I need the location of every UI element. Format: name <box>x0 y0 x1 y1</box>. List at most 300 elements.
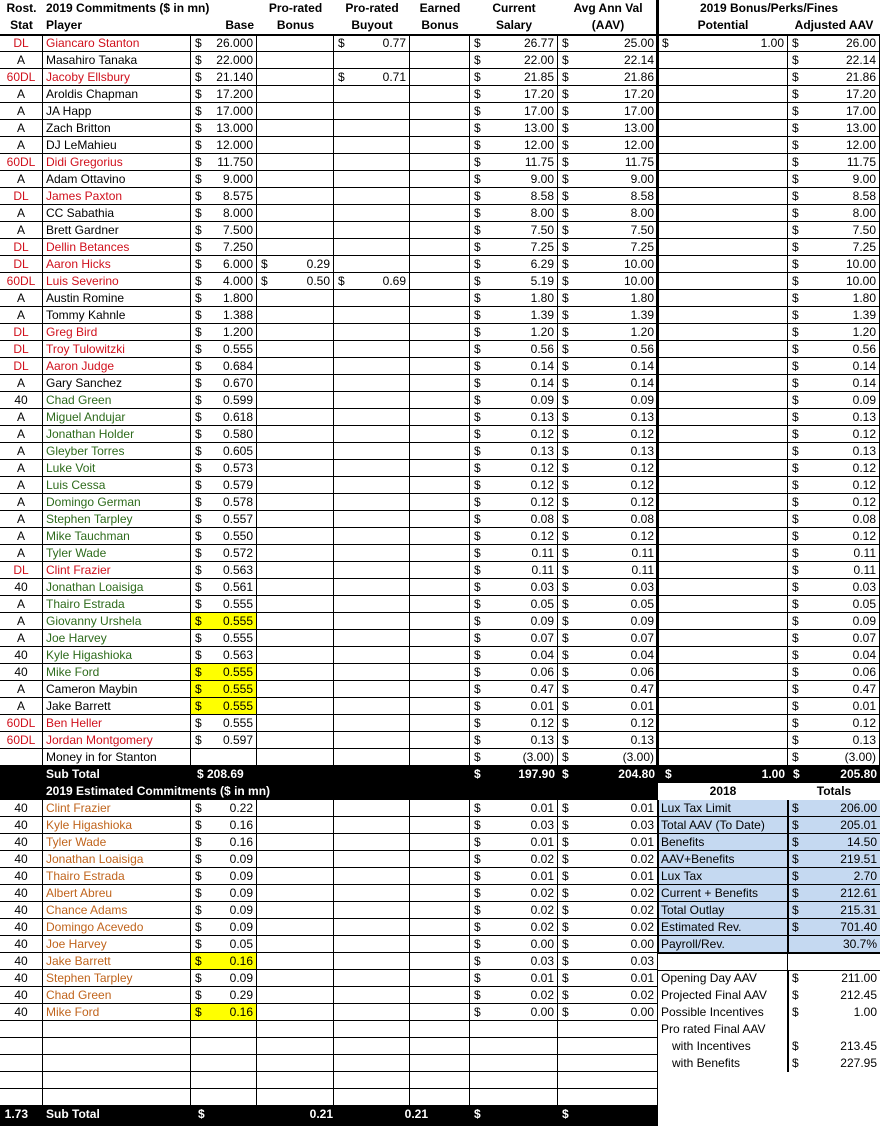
dollar-sign: $ <box>562 886 569 900</box>
dollar-sign: $ <box>792 427 799 441</box>
earned-bonus <box>410 834 470 851</box>
earned-bonus <box>410 545 470 562</box>
dollar-sign: $ <box>792 478 799 492</box>
aav-value <box>558 358 658 375</box>
amount: 1.39 <box>630 308 654 322</box>
dollar-sign: $ <box>195 937 202 951</box>
current-salary <box>470 375 558 392</box>
amount: 12.00 <box>523 138 554 152</box>
summary-value <box>788 834 880 851</box>
dollar-sign: $ <box>562 257 569 271</box>
amount: 0.563 <box>222 648 253 662</box>
current-salary <box>470 562 558 579</box>
dollar-sign: $ <box>562 325 569 339</box>
subtotal-current: 0.21 <box>309 1107 333 1121</box>
aav-value <box>558 817 658 834</box>
dollar-sign: $ <box>792 87 799 101</box>
bonus-potential <box>658 392 788 409</box>
earned-bonus <box>410 579 470 596</box>
prorated-bonus <box>257 222 334 239</box>
dollar-sign: $ <box>665 767 672 781</box>
amount: 0.557 <box>222 512 253 526</box>
prorated-bonus <box>257 69 334 86</box>
amount: 17.20 <box>845 87 876 101</box>
adjusted-aav <box>788 494 880 511</box>
aav-value <box>558 35 658 52</box>
summary-label-text: Payroll/Rev. <box>661 937 725 951</box>
prorated-buyout <box>334 1055 410 1072</box>
dollar-sign: $ <box>474 223 481 237</box>
player-name: Gleyber Torres <box>43 443 191 460</box>
bonus-potential <box>658 596 788 613</box>
dollar-sign: $ <box>562 376 569 390</box>
prorated-bonus <box>257 443 334 460</box>
dollar-sign: $ <box>792 580 799 594</box>
prorated-bonus <box>257 120 334 137</box>
aav-value <box>558 613 658 630</box>
player-name: Zach Britton <box>43 120 191 137</box>
dollar-sign: $ <box>474 852 481 866</box>
bonus-potential <box>658 715 788 732</box>
amount: 0.11 <box>853 563 876 577</box>
dollar-sign: $ <box>662 36 669 50</box>
dollar-sign: $ <box>562 427 569 441</box>
amount: 0.12 <box>852 461 876 475</box>
amount: 1.200 <box>222 325 253 339</box>
current-salary <box>470 732 558 749</box>
amount: 0.01 <box>630 801 654 815</box>
prorated-bonus <box>257 205 334 222</box>
prorated-bonus <box>257 1004 334 1021</box>
base-salary <box>191 1072 257 1089</box>
player-name <box>43 1038 191 1055</box>
roster-status <box>0 1072 43 1089</box>
amount: 1.800 <box>222 291 253 305</box>
current-salary <box>470 681 558 698</box>
dollar-sign: $ <box>338 36 345 50</box>
amount: 0.07 <box>530 631 554 645</box>
summary-label <box>658 970 788 987</box>
summary-value <box>788 817 880 834</box>
dollar-sign: $ <box>562 750 569 764</box>
roster-status: DL <box>0 188 43 205</box>
amount: 11.75 <box>624 155 654 169</box>
amount: 0.12 <box>852 495 876 509</box>
prorated-bonus <box>257 613 334 630</box>
bonus-potential <box>658 86 788 103</box>
prorated-buyout <box>334 256 410 273</box>
amount: 0.555 <box>222 716 253 730</box>
amount: 0.13 <box>852 444 876 458</box>
player-name: Chad Green <box>43 987 191 1004</box>
dollar-sign: $ <box>792 988 799 1002</box>
dollar-sign: $ <box>195 852 202 866</box>
dollar-sign: $ <box>474 393 481 407</box>
roster-status: 40 <box>0 885 43 902</box>
prorated-bonus <box>257 511 334 528</box>
aav-value <box>558 120 658 137</box>
amount: 22.14 <box>845 53 876 67</box>
prorated-buyout <box>334 885 410 902</box>
prorated-bonus <box>257 392 334 409</box>
adjusted-aav <box>788 698 880 715</box>
bonus-potential <box>658 273 788 290</box>
earned-bonus <box>410 936 470 953</box>
prorated-bonus <box>257 919 334 936</box>
player-name: DJ LeMahieu <box>43 137 191 154</box>
amount: 0.01 <box>630 699 654 713</box>
player-name: Troy Tulowitzki <box>43 341 191 358</box>
dollar-sign: $ <box>474 36 481 50</box>
player-name: Clint Frazier <box>43 562 191 579</box>
roster-status: A <box>0 290 43 307</box>
amount: 13.00 <box>523 121 554 135</box>
aav-value <box>558 698 658 715</box>
dollar-sign: $ <box>195 563 202 577</box>
amount: 0.09 <box>852 614 876 628</box>
prorated-buyout <box>334 953 410 970</box>
grid-line <box>658 953 880 954</box>
dollar-sign: $ <box>195 325 202 339</box>
prorated-buyout <box>334 1072 410 1089</box>
amount: 0.29 <box>229 988 253 1002</box>
earned-bonus <box>410 426 470 443</box>
bonus-potential <box>658 35 788 52</box>
dollar-sign: $ <box>474 750 481 764</box>
base-salary <box>191 324 257 341</box>
dollar-sign: $ <box>792 886 799 900</box>
prorated-bonus <box>257 817 334 834</box>
amount: 0.01 <box>530 869 554 883</box>
amount: 0.56 <box>630 342 654 356</box>
dollar-sign: $ <box>474 801 481 815</box>
aav-value <box>558 545 658 562</box>
dollar-sign: $ <box>474 172 481 186</box>
amount: 17.00 <box>845 104 876 118</box>
earned-bonus <box>410 324 470 341</box>
dollar-sign: $ <box>474 478 481 492</box>
dollar-sign: $ <box>474 512 481 526</box>
bonus-potential <box>658 171 788 188</box>
amount: 0.12 <box>630 529 654 543</box>
prorated-buyout <box>334 1004 410 1021</box>
dollar-sign: $ <box>562 852 569 866</box>
bonus-potential <box>658 341 788 358</box>
column-divider <box>656 0 659 766</box>
amount: 21.85 <box>523 70 554 84</box>
amount: 0.00 <box>630 1005 654 1019</box>
bonus-potential <box>658 120 788 137</box>
dollar-sign: $ <box>562 631 569 645</box>
amount: 0.29 <box>306 257 330 271</box>
bonus-potential <box>658 426 788 443</box>
earned-bonus <box>410 715 470 732</box>
summary-value <box>788 885 880 902</box>
dollar-sign: $ <box>474 359 481 373</box>
aav-value <box>558 749 658 766</box>
adjusted-aav <box>788 392 880 409</box>
dollar-sign: $ <box>195 1005 202 1019</box>
base-salary <box>191 562 257 579</box>
base-salary <box>191 613 257 630</box>
base-salary <box>191 86 257 103</box>
amount: 11.750 <box>217 155 253 169</box>
bonus-potential <box>658 307 788 324</box>
earned-bonus <box>410 35 470 52</box>
amount: 215.31 <box>840 903 877 917</box>
amount: 0.03 <box>530 818 554 832</box>
header-earned-bonus: Bonus <box>421 18 459 32</box>
earned-bonus <box>410 222 470 239</box>
dollar-sign: $ <box>792 665 799 679</box>
dollar-sign: $ <box>474 835 481 849</box>
dollar-sign: $ <box>562 172 569 186</box>
amount: 0.01 <box>630 835 654 849</box>
amount: 0.03 <box>630 580 654 594</box>
amount: 0.13 <box>630 733 654 747</box>
dollar-sign: $ <box>195 818 202 832</box>
adjusted-aav <box>788 188 880 205</box>
dollar-sign: $ <box>195 70 202 84</box>
subtotal-base: $ 208.69 <box>197 767 244 781</box>
prorated-bonus <box>257 273 334 290</box>
prorated-bonus <box>257 1055 334 1072</box>
current-salary <box>470 715 558 732</box>
prorated-bonus <box>257 477 334 494</box>
prorated-buyout <box>334 358 410 375</box>
current-salary <box>470 1055 558 1072</box>
amount: 0.09 <box>630 393 654 407</box>
roster-status: 40 <box>0 851 43 868</box>
base-salary <box>191 885 257 902</box>
amount: 8.58 <box>852 189 876 203</box>
prorated-buyout <box>334 188 410 205</box>
bonus-potential <box>658 324 788 341</box>
base-salary <box>191 630 257 647</box>
current-salary <box>470 120 558 137</box>
amount: 7.50 <box>630 223 654 237</box>
amount: 1.39 <box>530 308 554 322</box>
aav-value <box>558 375 658 392</box>
roster-status: A <box>0 443 43 460</box>
dollar-sign: $ <box>792 189 799 203</box>
base-salary <box>191 987 257 1004</box>
amount: 0.03 <box>852 580 876 594</box>
dollar-sign: $ <box>793 767 800 781</box>
dollar-sign: $ <box>792 240 799 254</box>
amount: 0.13 <box>852 733 876 747</box>
dollar-sign: $ <box>195 716 202 730</box>
adjusted-aav <box>788 358 880 375</box>
current-salary <box>470 324 558 341</box>
dollar-sign: $ <box>562 1107 569 1121</box>
amount: 0.03 <box>630 954 654 968</box>
roster-status <box>0 1038 43 1055</box>
prorated-bonus <box>257 579 334 596</box>
current-salary <box>470 851 558 868</box>
base-salary <box>191 290 257 307</box>
dollar-sign: $ <box>562 36 569 50</box>
dollar-sign: $ <box>474 410 481 424</box>
amount: 22.14 <box>623 53 654 67</box>
base-salary <box>191 970 257 987</box>
prorated-bonus <box>257 936 334 953</box>
amount: 205.01 <box>840 818 877 832</box>
adjusted-aav <box>788 715 880 732</box>
roster-status: 60DL <box>0 69 43 86</box>
dollar-sign: $ <box>474 886 481 900</box>
bonus-potential <box>658 647 788 664</box>
earned-bonus <box>410 749 470 766</box>
dollar-sign: $ <box>562 546 569 560</box>
dollar-sign: $ <box>474 597 481 611</box>
roster-status: 40 <box>0 953 43 970</box>
player-name: Giancaro Stanton <box>43 35 191 52</box>
roster-status: A <box>0 528 43 545</box>
current-salary <box>470 239 558 256</box>
base-salary <box>191 596 257 613</box>
aav-value <box>558 851 658 868</box>
dollar-sign: $ <box>338 70 345 84</box>
current-salary <box>470 579 558 596</box>
adjusted-aav <box>788 375 880 392</box>
adjusted-aav <box>788 154 880 171</box>
earned-bonus <box>410 1004 470 1021</box>
player-name: Brett Gardner <box>43 222 191 239</box>
dollar-sign: $ <box>261 257 268 271</box>
prorated-bonus <box>257 1072 334 1089</box>
summary-label-text: Estimated Rev. <box>661 920 742 934</box>
dollar-sign: $ <box>195 886 202 900</box>
roster-status: 40 <box>0 1004 43 1021</box>
prorated-buyout <box>334 1038 410 1055</box>
dollar-sign: $ <box>195 87 202 101</box>
amount: 0.09 <box>530 393 554 407</box>
base-salary <box>191 681 257 698</box>
bonus-potential <box>658 239 788 256</box>
earned-bonus <box>410 613 470 630</box>
prorated-buyout <box>334 1021 410 1038</box>
earned-bonus <box>410 103 470 120</box>
bonus-potential <box>658 630 788 647</box>
earned-bonus <box>410 86 470 103</box>
current-salary <box>470 69 558 86</box>
current-salary <box>470 290 558 307</box>
dollar-sign: $ <box>195 648 202 662</box>
base-salary <box>191 239 257 256</box>
roster-status: A <box>0 698 43 715</box>
aav-value <box>558 103 658 120</box>
amount: 26.00 <box>845 36 876 50</box>
adjusted-aav <box>788 681 880 698</box>
earned-bonus <box>410 494 470 511</box>
adjusted-aav <box>788 307 880 324</box>
amount: 0.684 <box>222 359 253 373</box>
dollar-sign: $ <box>792 1056 799 1070</box>
player-name: Cameron Maybin <box>43 681 191 698</box>
summary-value <box>788 919 880 936</box>
amount: 0.02 <box>530 988 554 1002</box>
adjusted-aav <box>788 137 880 154</box>
roster-status <box>0 1021 43 1038</box>
summary-label-text: with Benefits <box>672 1056 741 1070</box>
adjusted-aav <box>788 273 880 290</box>
amount: 0.580 <box>222 427 253 441</box>
prorated-bonus <box>257 137 334 154</box>
dollar-sign: $ <box>562 138 569 152</box>
dollar-sign: $ <box>562 869 569 883</box>
current-salary <box>470 647 558 664</box>
aav-value <box>558 239 658 256</box>
dollar-sign: $ <box>195 495 202 509</box>
dollar-sign: $ <box>195 461 202 475</box>
roster-status: A <box>0 307 43 324</box>
base-salary <box>191 375 257 392</box>
dollar-sign: $ <box>474 308 481 322</box>
summary-totals-label: Totals <box>816 784 852 798</box>
base-salary <box>191 222 257 239</box>
amount: 26.77 <box>523 36 554 50</box>
dollar-sign: $ <box>792 121 799 135</box>
player-name: Luke Voit <box>43 460 191 477</box>
dollar-sign: $ <box>562 206 569 220</box>
amount: 0.578 <box>222 495 253 509</box>
adjusted-aav <box>788 477 880 494</box>
bonus-potential <box>658 681 788 698</box>
amount: 0.04 <box>530 648 554 662</box>
aav-value <box>558 715 658 732</box>
prorated-bonus <box>257 834 334 851</box>
prorated-buyout <box>334 715 410 732</box>
player-name: Tyler Wade <box>43 834 191 851</box>
amount: 13.00 <box>623 121 654 135</box>
amount: 10.00 <box>845 274 876 288</box>
dollar-sign: $ <box>474 240 481 254</box>
amount: 0.12 <box>530 461 554 475</box>
amount: 0.11 <box>531 546 554 560</box>
amount: 0.11 <box>853 546 876 560</box>
roster-status: 40 <box>0 800 43 817</box>
amount: 219.51 <box>840 852 877 866</box>
amount: 1.388 <box>222 308 253 322</box>
dollar-sign: $ <box>195 291 202 305</box>
prorated-buyout <box>334 970 410 987</box>
roster-status: 40 <box>0 902 43 919</box>
dollar-sign: $ <box>792 274 799 288</box>
prorated-buyout <box>334 851 410 868</box>
earned-bonus <box>410 851 470 868</box>
adjusted-aav <box>788 171 880 188</box>
prorated-bonus <box>257 1038 334 1055</box>
prorated-buyout <box>334 273 410 290</box>
amount: 0.09 <box>229 971 253 985</box>
player-name: Mike Ford <box>43 1004 191 1021</box>
current-salary <box>470 936 558 953</box>
prorated-buyout <box>334 596 410 613</box>
aav-value <box>558 1038 658 1055</box>
base-salary <box>191 477 257 494</box>
adjusted-aav <box>788 460 880 477</box>
amount: 4.000 <box>222 274 253 288</box>
amount: 0.03 <box>630 818 654 832</box>
amount: 7.250 <box>222 240 253 254</box>
bonus-potential <box>658 664 788 681</box>
earned-bonus <box>410 1038 470 1055</box>
roster-status: A <box>0 375 43 392</box>
aav-value <box>558 664 658 681</box>
dollar-sign: $ <box>792 852 799 866</box>
base-salary <box>191 171 257 188</box>
